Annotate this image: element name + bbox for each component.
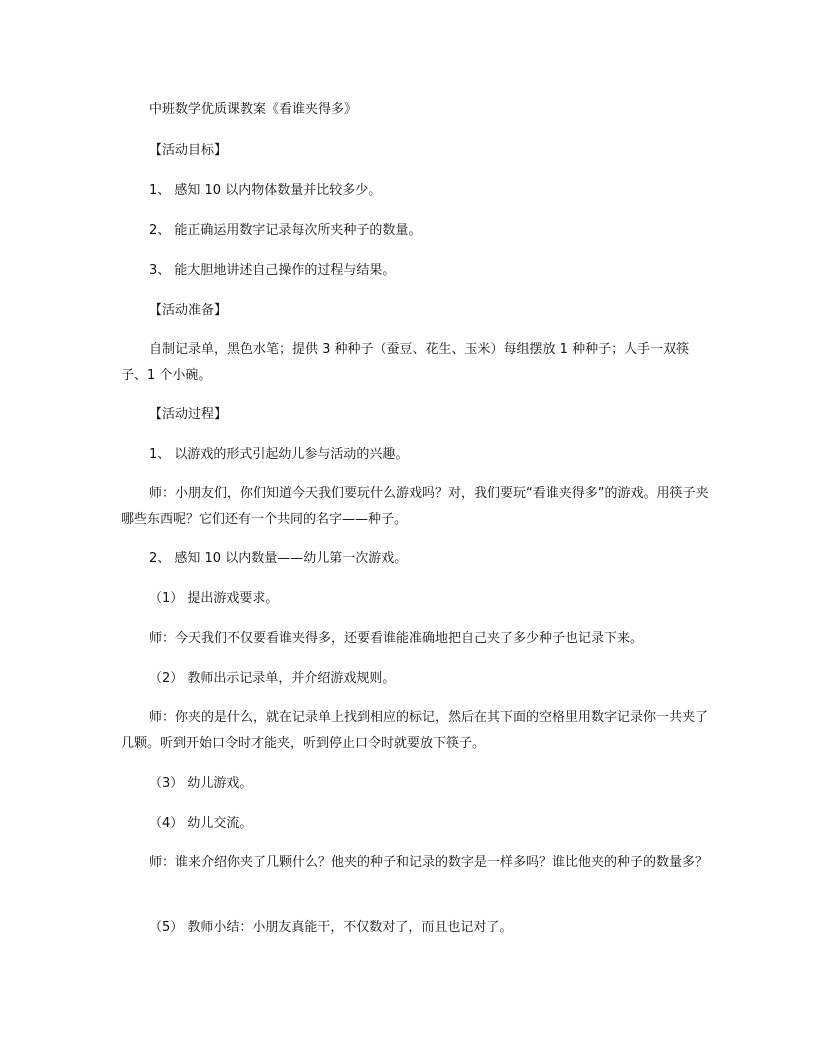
- teacher-dialogue-4: 师：谁来介绍你夹了几颗什么？他夹的种子和记录的数字是一样多吗？谁比他夹的种子的数量多？: [149, 855, 709, 870]
- section-heading-process: 【活动过程】: [149, 407, 228, 422]
- sub-step-3: （3） 幼儿游戏。: [149, 776, 253, 791]
- document-title: 中班数学优质课教案《看谁夹得多》: [149, 102, 358, 117]
- teacher-dialogue-2: 师：今天我们不仅要看谁夹得多，还要看谁能准确地把自己夹了多少种子也记录下来。: [149, 631, 644, 646]
- teacher-dialogue-3: 师：你夹的是什么，就在记录单上找到相应的标记，然后在其下面的空格里用数字记录你一共夹了几颗。听到开始口令时才能夹，听到停止口令时就要放下筷子。: [121, 710, 709, 751]
- goal-item-3: 3、 能大胆地讲述自己操作的过程与结果。: [149, 263, 396, 278]
- section-heading-goals: 【活动目标】: [149, 143, 228, 158]
- sub-step-4: （4） 幼儿交流。: [149, 816, 253, 831]
- prep-paragraph: 自制记录单，黑色水笔；提供 3 种种子（蚕豆、花生、玉米）每组摆放 1 种种子；人手一双筷子、1 个小碗。: [121, 342, 690, 383]
- process-step-2: 2、 感知 10 以内数量——幼儿第一次游戏。: [149, 551, 408, 566]
- process-step-1: 1、 以游戏的形式引起幼儿参与活动的兴趣。: [149, 447, 409, 462]
- sub-step-2: （2） 教师出示记录单，并介绍游戏规则。: [149, 671, 396, 686]
- goal-item-2: 2、 能正确运用数字记录每次所夹种子的数量。: [149, 223, 422, 238]
- teacher-dialogue-1: 师：小朋友们，你们知道今天我们要玩什么游戏吗？对，我们要玩“看谁夹得多”的游戏。用筷子夹哪些东西呢？它们还有一个共同的名字——种子。: [121, 486, 709, 527]
- sub-step-5: （5） 教师小结：小朋友真能干，不仅数对了，而且也记对了。: [149, 920, 513, 935]
- sub-step-1: （1） 提出游戏要求。: [149, 591, 279, 606]
- goal-item-1: 1、 感知 10 以内物体数量并比较多少。: [149, 183, 382, 198]
- section-heading-prep: 【活动准备】: [149, 303, 228, 318]
